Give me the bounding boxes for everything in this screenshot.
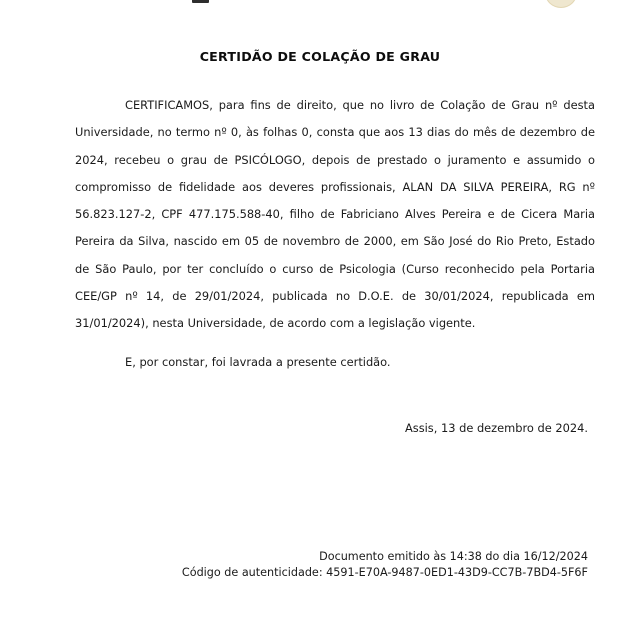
page-title: CERTIDÃO DE COLAÇÃO DE GRAU [199, 49, 441, 64]
official-seal-icon [545, 0, 577, 8]
closing-paragraph: E, por constar, foi lavrada a presente certidão. [125, 354, 391, 369]
place-and-date: Assis, 13 de dezembro de 2024. [404, 421, 588, 435]
body-paragraph: CERTIFICAMOS, para fins de direito, que no livro de Colação de Grau nº desta Universidade, no termo nº 0, às folhas 0, consta que aos 13 dias do mês de dezembro de 2024, recebeu o grau de PSICÓLOGO, depois de prestado o juramento e assumido o compromisso de fidelidade aos deveres profissionais, ALAN DA SILVA PEREIRA, RG nº 56.823.127-2, CPF 477.175.588-40, filho de Fabriciano Alves Pereira e de Cicera Maria Pereira da Silva, nascido em 05 de novembro de 2000, em São José do Rio Preto, Estado de São Paulo, por ter concluído o curso de Psicologia (Curso reconhecido pela Portaria CEE/GP nº 14, de 29/01/2024, publicada no D.O.E. de 30/01/2024, republicada em 31/01/2024), nesta Universidade, de acordo com a legislação vigente. [75, 98, 595, 331]
authenticity-code: Código de autenticidade: 4591-E70A-9487-0ED1-43D9-CC7B-7BD4-5F6F [181, 566, 588, 579]
institution-logo-icon [192, 0, 209, 3]
header-ornaments [0, 0, 640, 14]
certificate-body [75, 92, 595, 376]
issue-timestamp: Documento emitido às 14:38 do dia 16/12/2024 [319, 550, 588, 563]
document-footer [75, 549, 588, 581]
